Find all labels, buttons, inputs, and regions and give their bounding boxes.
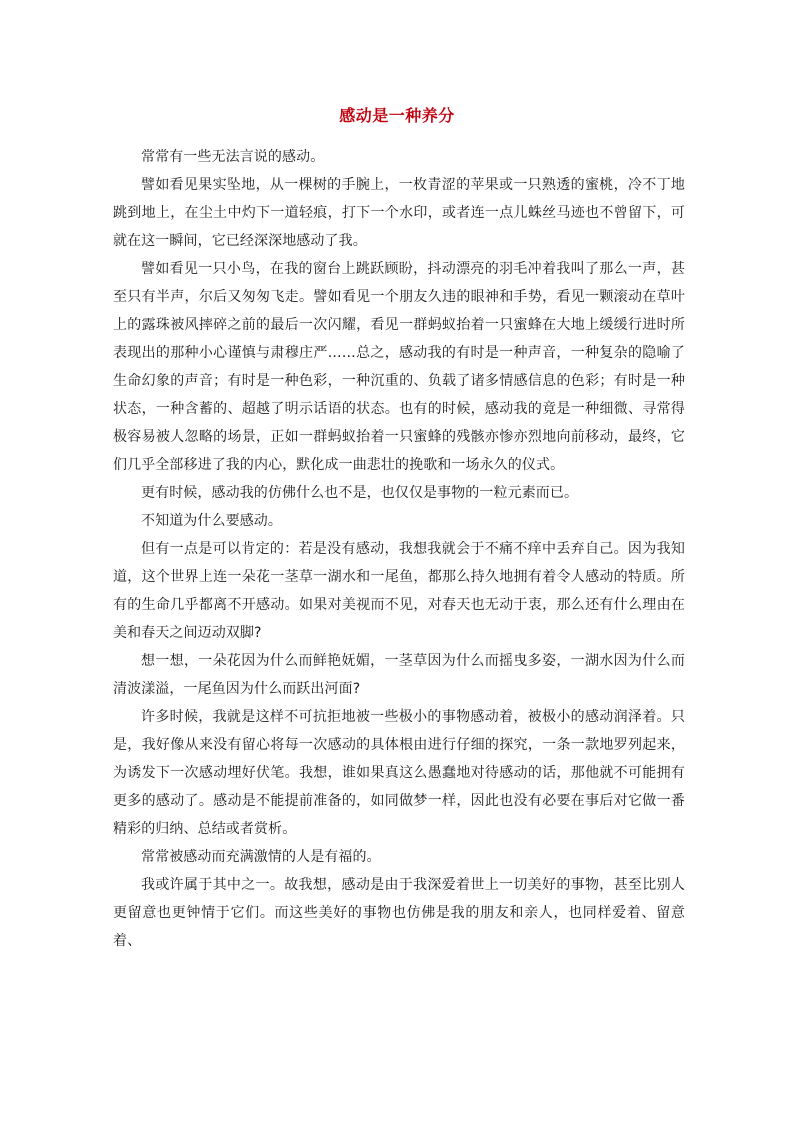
paragraph: 我或许属于其中之一。故我想，感动是由于我深爱着世上一切美好的事物，甚至比别人更留意也更钟情于它们。而这些美好的事物也仿佛是我的朋友和亲人，也同样爱着、留意着、 (113, 877, 685, 949)
paragraph: 想一想，一朵花因为什么而鲜艳妩媚，一茎草因为什么而摇曳多姿，一湖水因为什么而清波漾溢，一尾鱼因为什么而跃出河面? (113, 653, 685, 697)
document-title: 感动是一种养分 (339, 106, 455, 125)
paragraph: 譬如看见果实坠地，从一棵树的手腕上，一枚青涩的苹果或一只熟透的蜜桃，冷不丁地跳到地上，在尘土中灼下一道轻痕，打下一个水印，或者连一点儿蛛丝马迹也不曾留下，可就在这一瞬间，它已经深深地感动了我。 (113, 177, 685, 249)
paragraph: 但有一点是可以肯定的：若是没有感动，我想我就会于不痛不痒中丢弃自己。因为我知道，这个世界上连一朵花一茎草一湖水和一尾鱼，都那么持久地拥有着令人感动的特质。所有的生命几乎都离不开感动。如果对美视而不见，对春天也无动于衷，那么还有什么理由在美和春天之间迈动双脚? (113, 541, 685, 641)
document-body (113, 143, 685, 955)
paragraph: 更有时候，感动我的仿佛什么也不是，也仅仅是事物的一粒元素而已。 (141, 485, 579, 501)
paragraph: 许多时候，我就是这样不可抗拒地被一些极小的事物感动着，被极小的感动润泽着。只是，我好像从来没有留心将每一次感动的具体根由进行仔细的探究，一条一款地罗列起来，为诱发下一次感动埋好伏笔。我想，谁如果真这么愚蠢地对待感动的话，那他就不可能拥有更多的感动了。感动是不能提前准备的，如同做梦一样，因此也没有必要在事后对它做一番精彩的归纳、总结或者赏析。 (113, 709, 685, 837)
paragraph: 不知道为什么要感动。 (141, 513, 282, 529)
paragraph: 譬如看见一只小鸟，在我的窗台上跳跃顾盼，抖动漂亮的羽毛冲着我叫了那么一声，甚至只有半声，尔后又匆匆飞走。譬如看见一个朋友久违的眼神和手势，看见一颗滚动在草叶上的露珠被风摔碎之前的最后一次闪耀，看见一群蚂蚁抬着一只蜜蜂在大地上缓缓行进时所表现出的那种小心谨慎与肃穆庄严……总之，感动我的有时是一种声音，一种复杂的隐喻了生命幻象的声音；有时是一种色彩，一种沉重的、负载了诸多情感信息的色彩；有时是一种状态，一种含蓄的、超越了明示话语的状态。也有的时候，感动我的竟是一种细微、寻常得极容易被人忽略的场景，正如一群蚂蚁抬着一只蜜蜂的残骸亦惨亦烈地向前移动，最终，它们几乎全部移进了我的内心，默化成一曲悲壮的挽歌和一场永久的仪式。 (113, 261, 685, 473)
paragraph: 常常有一些无法言说的感动。 (141, 149, 325, 165)
paragraph: 常常被感动而充满激情的人是有福的。 (141, 849, 381, 865)
